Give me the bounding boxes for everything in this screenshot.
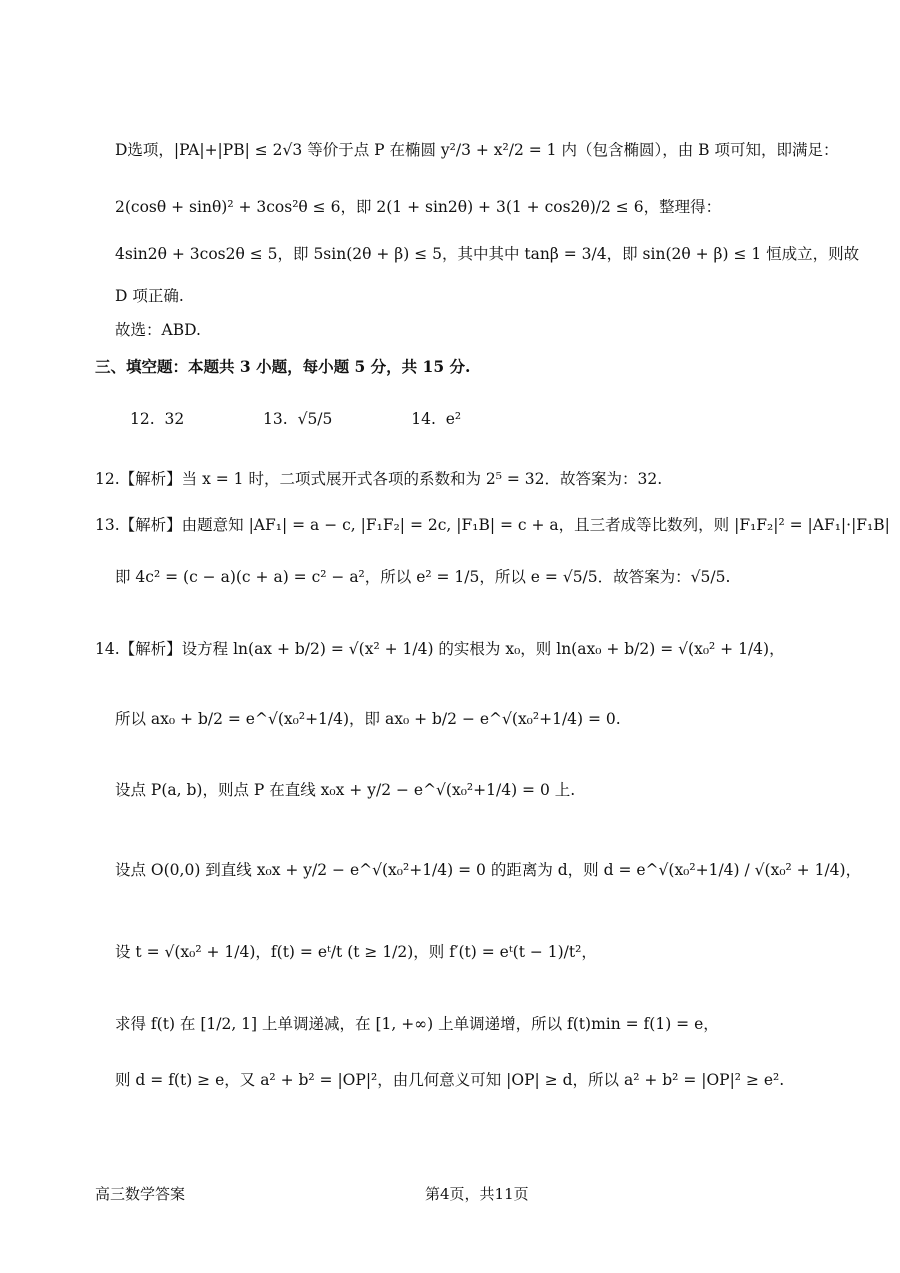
- solution-13-line-1: 13.【解析】由题意知 |AF₁| = a − c, |F₁F₂| = 2c, |F₁B| = c + a，且三者成等比数列，则 |F₁F₂|² = |AF₁|·|F₁B|: [95, 516, 890, 534]
- solution-14-line-6: 求得 f(t) 在 [1/2, 1] 上单调递减，在 [1, +∞) 上单调递增，所以 f(t)min = f(1) = e，: [115, 1015, 719, 1033]
- solution-13-line-2: 即 4c² = (c − a)(c + a) = c² − a²，所以 e² = 1/5，所以 e = √5/5．故答案为：√5/5.: [115, 568, 731, 586]
- solution-12: 12.【解析】当 x = 1 时，二项式展开式各项的系数和为 2⁵ = 32．故答案为：32.: [95, 470, 663, 488]
- option-d-line-1: D选项，|PA|+|PB| ≤ 2√3 等价于点 P 在椭圆 y²/3 + x²/2 = 1 内（包含椭圆），由 B 项可知，即满足：: [115, 141, 839, 159]
- solution-14-line-5: 设 t = √(x₀² + 1/4)，f(t) = eᵗ/t (t ≥ 1/2)，则 f′(t) = eᵗ(t − 1)/t²，: [115, 943, 597, 961]
- section-heading: 三、填空题：本题共 3 小题，每小题 5 分，共 15 分.: [95, 357, 471, 376]
- solution-14-line-1: 14.【解析】设方程 ln(ax + b/2) = √(x² + 1/4) 的实根为 x₀，则 ln(ax₀ + b/2) = √(x₀² + 1/4)，: [95, 640, 785, 658]
- solution-14-line-3: 设点 P(a, b)，则点 P 在直线 x₀x + y/2 − e^√(x₀²+1/4) = 0 上.: [115, 781, 576, 799]
- solution-14-line-7: 则 d = f(t) ≥ e，又 a² + b² = |OP|²，由几何意义可知 |OP| ≥ d，所以 a² + b² = |OP|² ≥ e².: [115, 1071, 785, 1089]
- answer-choice: 故选：ABD.: [115, 321, 201, 339]
- option-d-line-2: 2(cosθ + sinθ)² + 3cos²θ ≤ 6，即 2(1 + sin2θ) + 3(1 + cos2θ)/2 ≤ 6，整理得：: [115, 198, 722, 216]
- option-d-line-3: 4sin2θ + 3cos2θ ≤ 5，即 5sin(2θ + β) ≤ 5，其中其中 tanβ = 3/4，即 sin(2θ + β) ≤ 1 恒成立，则故: [115, 245, 860, 263]
- solution-14-line-4: 设点 O(0,0) 到直线 x₀x + y/2 − e^√(x₀²+1/4) = 0 的距离为 d，则 d = e^√(x₀²+1/4) / √(x₀² + 1/4)，: [115, 861, 862, 879]
- solution-14-line-2: 所以 ax₀ + b/2 = e^√(x₀²+1/4)，即 ax₀ + b/2 − e^√(x₀²+1/4) = 0.: [115, 710, 621, 728]
- footer-page-number: 第4页，共11页: [425, 1185, 529, 1203]
- option-d-line-4: D 项正确.: [115, 287, 184, 305]
- answers-row: 12. 32 13. √5/5 14. e²: [130, 410, 462, 428]
- footer-left: 高三数学答案: [95, 1185, 186, 1203]
